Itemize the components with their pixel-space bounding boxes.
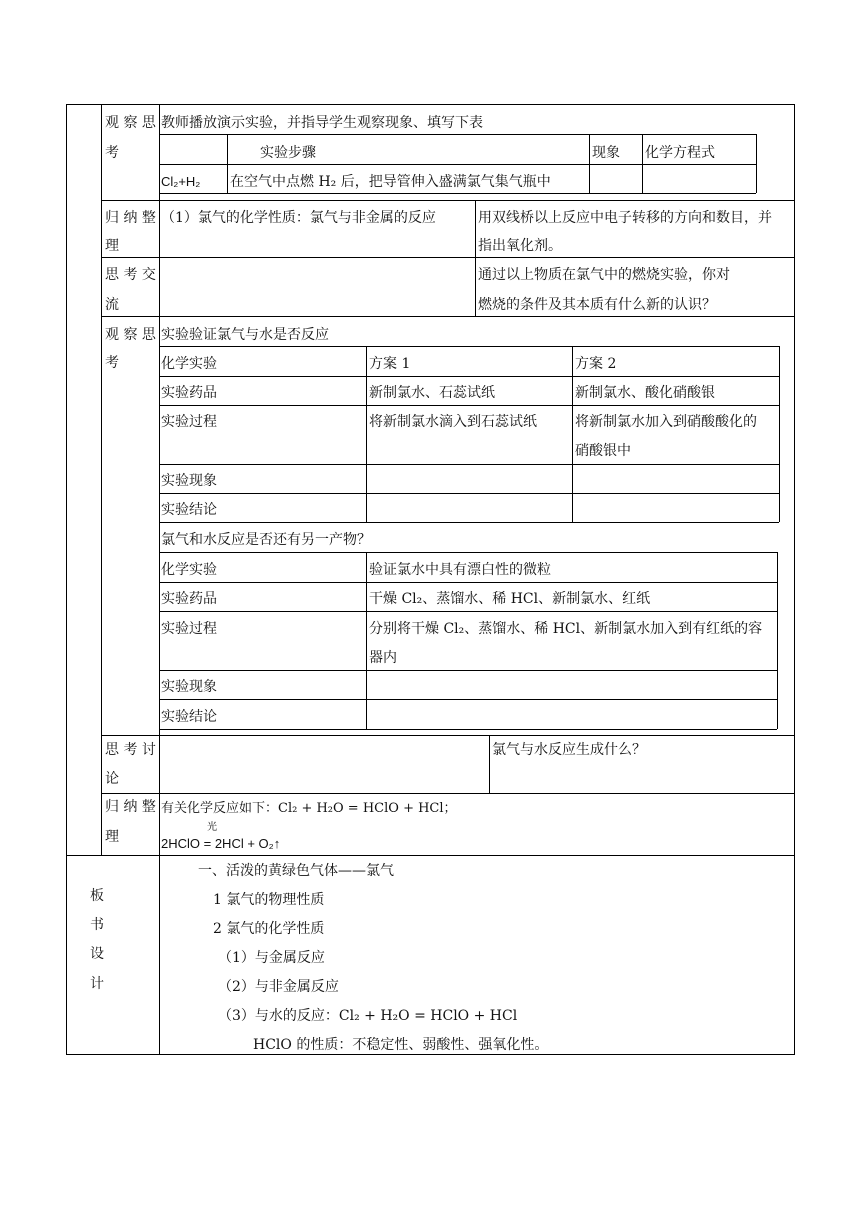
light-condition-mark: 光 — [207, 822, 217, 833]
header-experiment-steps: 实验步骤 — [260, 145, 316, 161]
row-reactants: Cl₂+H₂ — [161, 174, 201, 189]
t2-chem-exp-label: 化学实验 — [161, 562, 217, 578]
t1-process-plan2-line2: 硝酸银中 — [575, 443, 631, 459]
section4-label-2: 考 — [105, 355, 119, 371]
section1-label-2: 考 — [105, 145, 119, 161]
t1-reagents-plan1: 新制氯水、石蕊试纸 — [369, 385, 495, 401]
section5-label-2: 论 — [105, 771, 119, 787]
board-line-nonmetals: （2）与非金属反应 — [218, 979, 339, 995]
board-line-water: （3）与水的反应：Cl₂ + H₂O = HClO + HCl — [218, 1008, 518, 1024]
section3-right-line1: 通过以上物质在氯气中的燃烧实验，你对 — [478, 267, 730, 283]
t2-conclusion-label: 实验结论 — [161, 709, 217, 725]
t2-reagents-label: 实验药品 — [161, 591, 217, 607]
row-step-text: 在空气中点燃 H₂ 后，把导管伸入盛满氯气集气瓶中 — [230, 174, 551, 190]
board-line-metals: （1）与金属反应 — [218, 950, 325, 966]
t1-process-label: 实验过程 — [161, 414, 217, 430]
t1-header-plan1: 方案 1 — [369, 356, 411, 372]
board-label-char-2: 书 — [90, 917, 104, 933]
section1-intro: 教师播放演示实验，并指导学生观察现象、填写下表 — [161, 115, 483, 131]
board-line-chemical: 2 氯气的化学性质 — [213, 921, 325, 937]
t1-header-chem-exp: 化学实验 — [161, 356, 217, 372]
board-line-hclo: HClO 的性质：不稳定性、弱酸性、强氧化性。 — [253, 1037, 549, 1053]
section3-right-line2: 燃烧的条件及其本质有什么新的认识？ — [478, 297, 716, 313]
t1-reagents-label: 实验药品 — [161, 385, 217, 401]
t2-process-value: 分别将干燥 Cl₂、蒸馏水、稀 HCl、新制氯水加入到有红纸的容 — [369, 621, 763, 637]
reaction-line2: 2HClO = 2HCl + O₂↑ — [161, 836, 281, 851]
section2-right-line1: 用双线桥以上反应中电子转移的方向和数目，并 — [478, 210, 772, 226]
section2-label-2: 理 — [105, 238, 119, 254]
section5-right: 氯气与水反应生成什么？ — [492, 742, 646, 758]
section1-label: 观 察 思 — [105, 115, 156, 131]
board-label-char-3: 设 — [90, 946, 104, 962]
header-phenomenon: 现象 — [592, 145, 620, 161]
t2-process-label: 实验过程 — [161, 621, 217, 637]
t1-header-plan2: 方案 2 — [575, 356, 617, 372]
board-label-char-1: 板 — [90, 888, 104, 904]
section3-label: 思 考 交 — [105, 267, 156, 283]
t2-process-value-line2: 器内 — [369, 650, 397, 666]
section2-right-line2: 指出氧化剂。 — [478, 238, 562, 254]
t2-phenomenon-label: 实验现象 — [161, 679, 217, 695]
section6-label: 归 纳 整 — [105, 799, 156, 815]
header-equation: 化学方程式 — [645, 145, 715, 161]
t1-phenomenon-label: 实验现象 — [161, 473, 217, 489]
reaction-line1: 有关化学反应如下：Cl₂ + H₂O = HClO + HCl； — [161, 801, 457, 816]
section6-label-2: 理 — [105, 829, 119, 845]
t2-reagents-value: 干燥 Cl₂、蒸馏水、稀 HCl、新制氯水、红纸 — [369, 591, 651, 607]
section2-left-text: （1）氯气的化学性质：氯气与非金属的反应 — [161, 210, 436, 226]
t1-conclusion-label: 实验结论 — [161, 502, 217, 518]
board-label-char-4: 计 — [90, 976, 104, 992]
section3-label-2: 流 — [105, 297, 119, 313]
t1-process-plan2: 将新制氯水加入到硝酸酸化的 — [575, 414, 757, 430]
section5-label: 思 考 讨 — [105, 742, 156, 758]
board-line-title: 一、活泼的黄绿色气体——氯气 — [198, 863, 394, 879]
t1-reagents-plan2: 新制氯水、酸化硝酸银 — [575, 385, 715, 401]
section4-question: 氯气和水反应是否还有另一产物？ — [161, 532, 371, 548]
t1-process-plan1: 将新制氯水滴入到石蕊试纸 — [369, 414, 537, 430]
t2-chem-exp-value: 验证氯水中具有漂白性的微粒 — [369, 562, 551, 578]
section4-intro: 实验验证氯气与水是否反应 — [161, 327, 329, 343]
board-line-physical: 1 氯气的物理性质 — [213, 892, 325, 908]
section2-label: 归 纳 整 — [105, 210, 156, 226]
section4-label: 观 察 思 — [105, 327, 156, 343]
